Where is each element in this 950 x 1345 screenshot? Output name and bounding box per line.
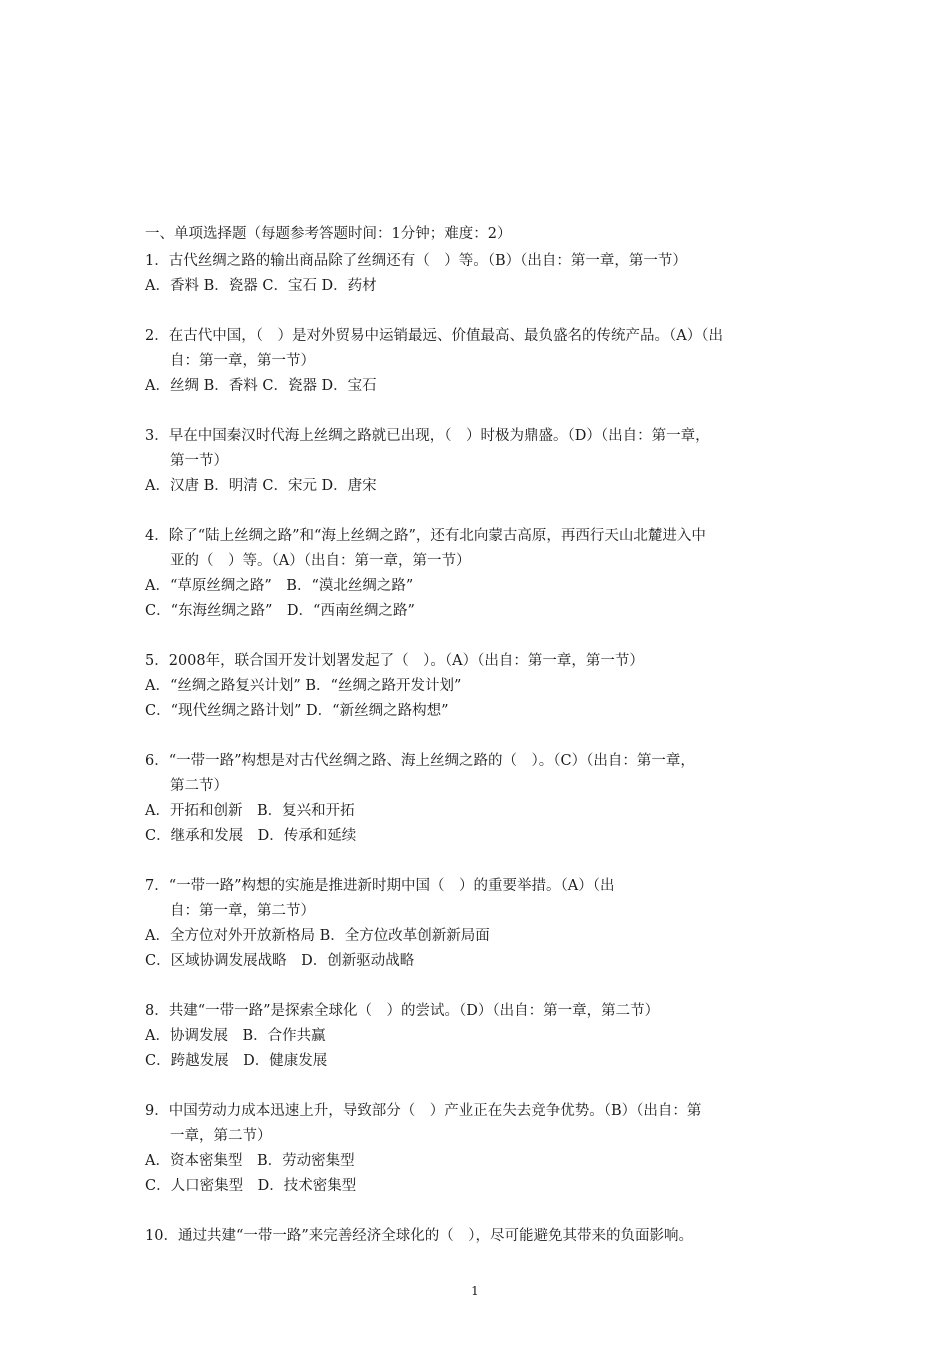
question-text: 10．通过共建“一带一路”来完善经济全球化的（ ），尽可能避免其带来的负面影响。 [145,1228,694,1244]
question-item [145,324,835,399]
answer-options: C．区域协调发展战略 D．创新驱动战略 [145,953,415,969]
question-item [145,874,835,974]
question-text: 一章，第二节） [170,1128,272,1144]
answer-options: A．全方位对外开放新格局 B．全方位改革创新新局面 [145,928,490,944]
question-text: 2．在古代中国，（ ）是对外贸易中运销最远、价值最高、最负盛名的传统产品。（A）（出 [145,328,723,344]
answer-options: A．“草原丝绸之路” B．“漠北丝绸之路” [145,578,414,594]
question-item [145,524,835,624]
question-text: 5．2008年，联合国开发计划署发起了（ ）。（A）（出自：第一章，第一节） [145,653,644,669]
question-text: 亚的（ ）等。（A）（出自：第一章，第一节） [170,553,471,569]
question-item [145,249,835,299]
answer-options: C．跨越发展 D．健康发展 [145,1053,328,1069]
answer-options: A．开拓和创新 B．复兴和开拓 [145,803,355,819]
answer-options: A．资本密集型 B．劳动密集型 [145,1153,355,1169]
question-item [145,1224,835,1249]
question-text: 6．“一带一路”构想是对古代丝绸之路、海上丝绸之路的（ ）。（C）（出自：第一章， [145,753,695,769]
question-text: 7．“一带一路”构想的实施是推进新时期中国（ ）的重要举措。（A）（出 [145,878,615,894]
section-title: 一、单项选择题（每题参考答题时间：1分钟；难度：2） [145,226,512,242]
question-item [145,1099,835,1199]
question-text: 第二节） [170,778,228,794]
answer-options: A．协调发展 B．合作共赢 [145,1028,326,1044]
page-number: 1 [471,1284,479,1298]
question-item [145,424,835,499]
question-item [145,999,835,1074]
questions-container [145,249,835,1249]
question-text: 第一节） [170,453,228,469]
answer-options: C．“东海丝绸之路” D．“西南丝绸之路” [145,603,415,619]
answer-options: C．“现代丝绸之路计划” D．“新丝绸之路构想” [145,703,449,719]
answer-options: A．汉唐 B．明清 C．宋元 D．唐宋 [145,478,377,494]
answer-options: C．人口密集型 D．技术密集型 [145,1178,357,1194]
question-text: 8．共建“一带一路”是探索全球化（ ）的尝试。（D）（出自：第一章，第二节） [145,1003,660,1019]
answer-options: C．继承和发展 D．传承和延续 [145,828,357,844]
question-text: 1．古代丝绸之路的输出商品除了丝绸还有（ ）等。（B）（出自：第一章，第一节） [145,253,687,269]
answer-options: A．“丝绸之路复兴计划” B．“丝绸之路开发计划” [145,678,462,694]
question-item [145,749,835,849]
answer-options: A．丝绸 B．香料 C．瓷器 D．宝石 [145,378,377,394]
answer-options: A．香料 B．瓷器 C．宝石 D．药材 [145,278,377,294]
question-text: 3．早在中国秦汉时代海上丝绸之路就已出现，（ ）时极为鼎盛。（D）（出自：第一章， [145,428,710,444]
question-text: 自：第一章，第一节） [170,353,315,369]
question-text: 9．中国劳动力成本迅速上升，导致部分（ ）产业正在失去竞争优势。（B）（出自：第 [145,1103,702,1119]
question-text: 自：第一章，第二节） [170,903,315,919]
question-list [145,222,835,1274]
question-text: 4．除了“陆上丝绸之路”和“海上丝绸之路”，还有北向蒙古高原，再西行天山北麓进入中 [145,528,706,544]
question-item [145,649,835,724]
